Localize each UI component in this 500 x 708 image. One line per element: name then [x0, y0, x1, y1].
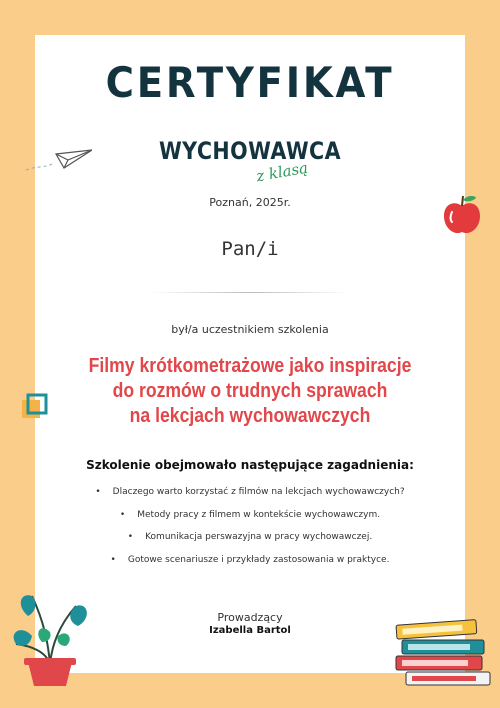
course-title [30, 354, 470, 429]
topic-item [0, 510, 500, 520]
participant-text: był/a uczestnikiem szkolenia [171, 323, 329, 336]
trainer-name: Izabella Bartol [209, 625, 291, 636]
bullet-icon: • [110, 555, 116, 565]
topic-item [0, 487, 500, 497]
divider [150, 292, 350, 293]
course-title-line: do rozmów o trudnych sprawach [112, 380, 388, 402]
certificate-subtitle: WYCHOWAWCA [158, 137, 342, 165]
topic-text: Gotowe scenariusze i przykłady zastosowania w praktyce. [127, 555, 390, 565]
certificate-title: CERTYFIKAT [105, 58, 395, 107]
topic-text: Dlaczego warto korzystać z filmów na lekcjach wychowawczych? [112, 487, 405, 497]
topic-item [0, 532, 500, 542]
course-title-line: na lekcjach wychowawczych [129, 405, 371, 427]
topics-heading: Szkolenie obejmowało następujące zagadnienia: [86, 458, 414, 472]
recipient-label: Pan/i [221, 238, 279, 260]
certificate-tagline: z klasą [254, 158, 310, 186]
topic-item [0, 555, 500, 565]
bullet-icon: • [119, 510, 126, 520]
bullet-icon: • [127, 532, 134, 542]
topic-text: Metody pracy z filmem w kontekście wychowawczym. [137, 510, 381, 520]
course-title-line: Filmy krótkometrażowe jako inspiracje [88, 355, 412, 377]
bullet-icon: • [95, 487, 101, 497]
topic-text: Komunikacja perswazyjna w pracy wychowawczej. [145, 532, 373, 542]
issue-date: Poznań, 2025r. [209, 196, 291, 209]
trainer-label: Prowadzący [217, 611, 283, 624]
